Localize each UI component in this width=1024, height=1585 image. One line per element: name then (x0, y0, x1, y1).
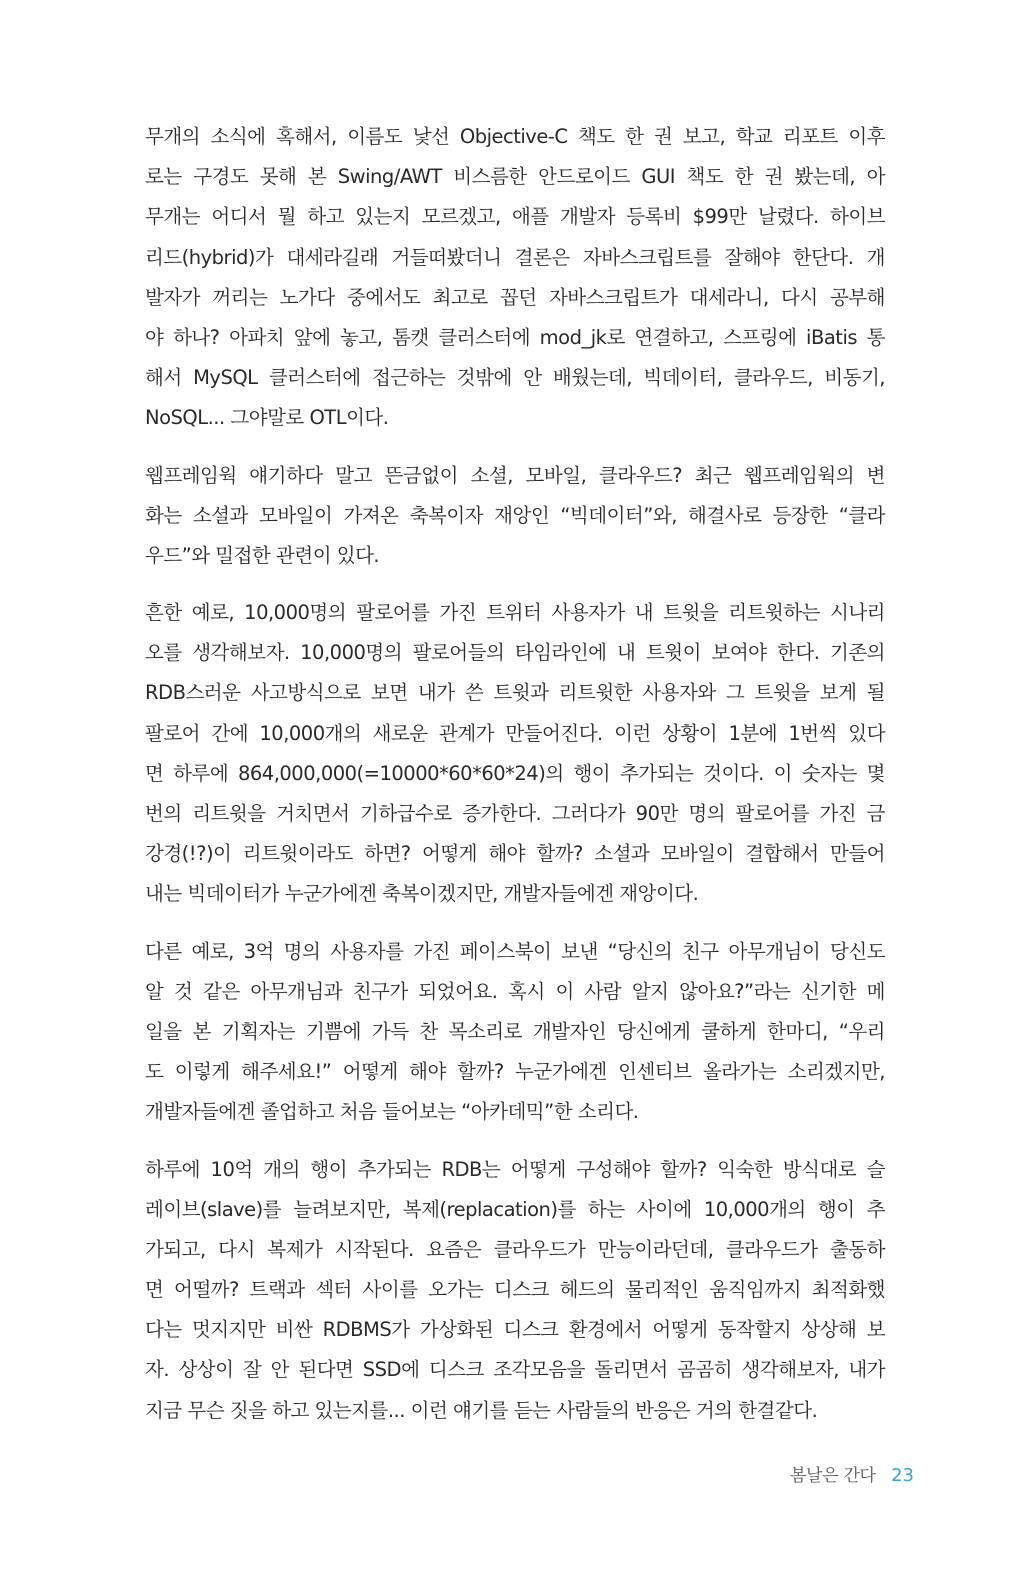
text-line: RDB스러운 사고방식으로 보면 내가 쓴 트윗과 리트윗한 사용자와 그 트윗을 보게 될 (145, 681, 885, 705)
text-line: 지금 무슨 짓을 하고 있는지를... 이런 얘기를 듣는 사람들의 반응은 거의 한결같다. (145, 1398, 818, 1422)
text-line: 팔로어 간에 10,000개의 새로운 관계가 만들어진다. 이런 상황이 1분에 1번씩 있다 (145, 721, 885, 745)
text-line: 면 어떨까? 트랙과 섹터 사이를 오가는 디스크 헤드의 물리적인 움직임까지 최적화했 (145, 1278, 885, 1302)
text-line: 우드”와 밀접한 관련이 있다. (145, 543, 380, 567)
text-line: 번의 리트윗을 거치면서 기하급수로 증가한다. 그러다가 90만 명의 팔로어를 가진 금 (145, 802, 885, 825)
text-line: 강경(!?)이 리트윗이라도 하면? 어떻게 해야 할까? 소셜과 모바일이 결합해서 만들어 (145, 842, 885, 866)
text-line: 무개의 소식에 혹해서, 이름도 낯선 Objective-C 책도 한 권 보고, 학교 리포트 이후 (145, 125, 885, 148)
text-line: 다른 예로, 3억 명의 사용자를 가진 페이스북이 보낸 “당신의 친구 아무개님이 당신도 (145, 939, 885, 963)
text-line: 해서 MySQL 클러스터에 접근하는 것밖에 안 배웠는데, 빅데이터, 클라우드, 비동기, (145, 366, 885, 390)
text-line: 알 것 같은 아무개님과 친구가 되었어요. 혹시 이 사람 알지 않아요?”라는 신기한 메 (145, 979, 885, 1003)
text-line: 레이브(slave)를 늘려보지만, 복제(replacation)를 하는 사이에 10,000개의 행이 추 (145, 1197, 885, 1221)
text-line: 일을 본 기획자는 기쁨에 가득 찬 목소리로 개발자인 당신에게 쿨하게 한마디, “우리 (145, 1019, 885, 1043)
text-line: 다는 멋지지만 비싼 RDBMS가 가상화된 디스크 환경에서 어떻게 동작할지 상상해 보 (145, 1318, 885, 1342)
text-line: 야 하나? 아파치 앞에 놓고, 톰캣 클러스터에 mod_jk로 연결하고, 스프링에 iBatis 통 (145, 325, 885, 349)
paragraph-2 (145, 456, 885, 577)
text-line: 도 이렇게 해주세요!” 어떻게 해야 할까? 누군가에겐 인센티브 올라가는 소리겠지만, (145, 1060, 885, 1084)
text-line: 내는 빅데이터가 누군가에겐 축복이겠지만, 개발자들에겐 재앙이다. (145, 882, 699, 906)
text-line: 하루에 10억 개의 행이 추가되는 RDB는 어떻게 구성해야 할까? 익숙한 방식대로 슬 (145, 1157, 885, 1181)
page-footer (790, 1462, 914, 1490)
paragraph-1 (145, 117, 885, 439)
paragraph-5 (145, 1150, 885, 1431)
text-line: 리드(hybrid)가 대세라길래 거들떠봤더니 결론은 자바스크립트를 잘해야 한단다. 개 (145, 245, 885, 269)
page-number: 23 (891, 1465, 914, 1486)
text-line: 면 하루에 864,000,000(=10000*60*60*24)의 행이 추가되는 것이다. 이 숫자는 몇 (145, 761, 885, 785)
text-line: 발자가 꺼리는 노가다 중에서도 최고로 꼽던 자바스크립트가 대세라니, 다시 공부해 (145, 285, 885, 309)
text-line: NoSQL... 그야말로 OTL이다. (145, 406, 389, 430)
running-title: 봄날은 간다 (789, 1466, 876, 1486)
text-line: 웹프레임웍 얘기하다 말고 뜬금없이 소셜, 모바일, 클라우드? 최근 웹프레임웍의 변 (145, 463, 885, 487)
text-line: 가되고, 다시 복제가 시작된다. 요즘은 클라우드가 만능이라던데, 클라우드가 출동하 (145, 1237, 885, 1261)
text-line: 자. 상상이 잘 안 된다면 SSD에 디스크 조각모음을 돌리면서 곰곰히 생각해보자, 내가 (145, 1358, 885, 1382)
text-line: 화는 소셜과 모바일이 가져온 축복이자 재앙인 “빅데이터”와, 해결사로 등장한 “클라 (145, 503, 885, 527)
text-line: 오를 생각해보자. 10,000명의 팔로어들의 타임라인에 내 트윗이 보여야 한다. 기존의 (145, 641, 885, 665)
text-line: 흔한 예로, 10,000명의 팔로어를 가진 트위터 사용자가 내 트윗을 리트윗하는 시나리 (145, 601, 885, 625)
text-line: 개발자들에겐 졸업하고 처음 들어보는 “아카데믹”한 소리다. (145, 1100, 639, 1124)
paragraph-3 (145, 593, 885, 915)
paragraph-4 (145, 932, 885, 1133)
text-line: 로는 구경도 못해 본 Swing/AWT 비스름한 안드로이드 GUI 책도 한 권 봤는데, 아 (145, 165, 885, 189)
text-line: 무개는 어디서 뭘 하고 있는지 모르겠고, 애플 개발자 등록비 $99만 날렸다. 하이브 (145, 205, 885, 229)
body-text (145, 117, 885, 1448)
